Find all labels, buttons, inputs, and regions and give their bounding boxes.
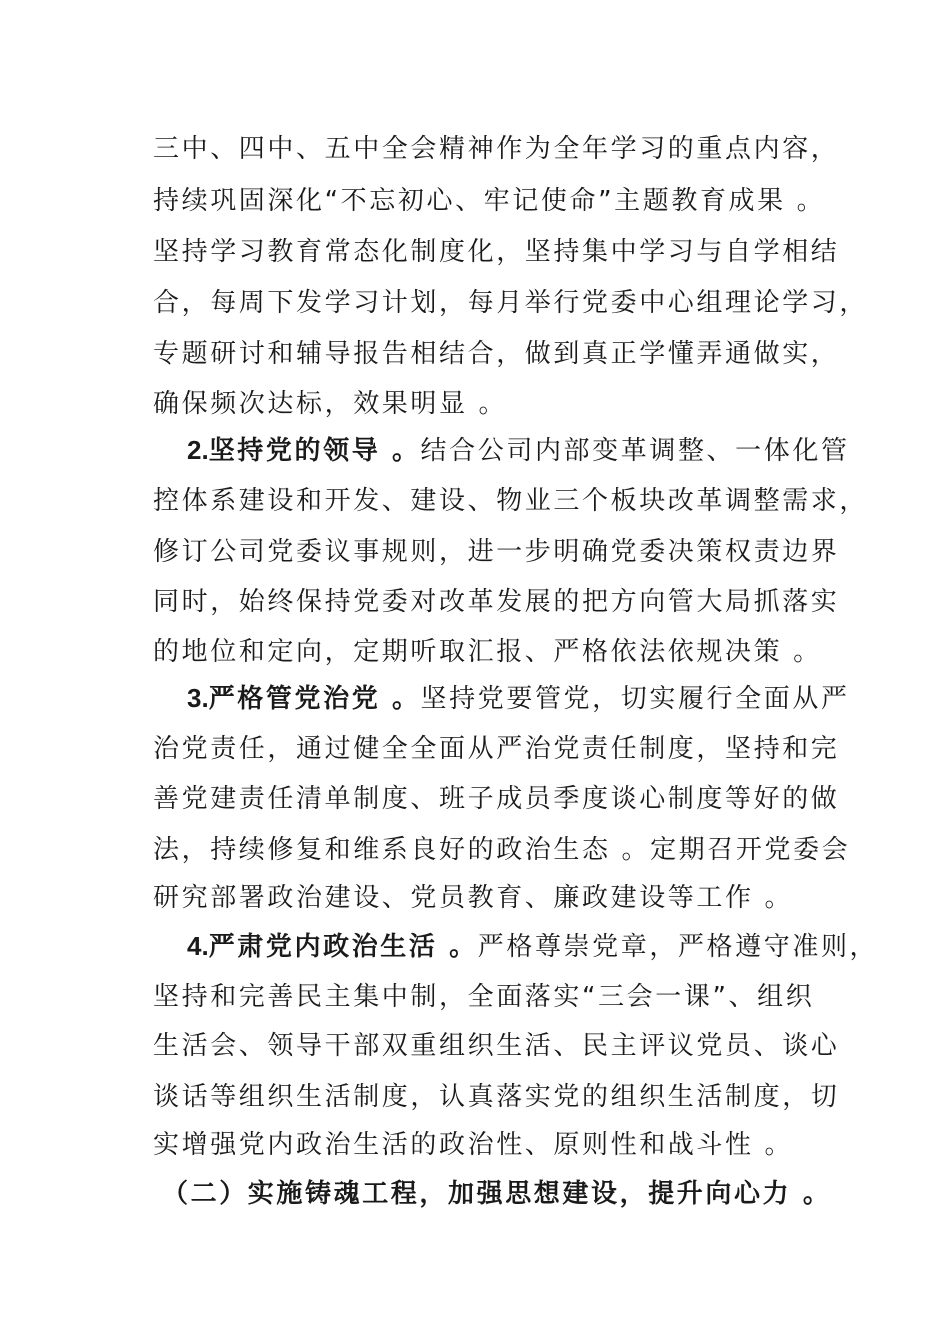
paragraph-4-first-line-text: 严格尊崇党章，严格遵守准则，: [477, 932, 879, 962]
paragraph-4-heading-number: 4.: [187, 931, 209, 961]
section-heading: （二）实施铸魂工程，加强思想建设，提升向心力 。: [162, 1179, 832, 1209]
paragraph-1-line-3: 坚持学习教育常态化制度化，坚持集中学习与自学相结: [153, 237, 840, 267]
paragraph-4-line-3: 生活会、领导干部双重组织生活、民主评议党员、谈心: [153, 1031, 840, 1061]
paragraph-1-line-5: 专题研讨和辅导报告相结合，做到真正学懂弄通做实，: [153, 339, 840, 369]
paragraph-3-first-line-text: 坚持党要管党，切实履行全面从严: [420, 684, 850, 714]
paragraph-3-heading: 严格管党治党 。: [208, 684, 421, 714]
paragraph-2-heading-number: 2.: [187, 435, 209, 465]
paragraph-4-line-4: 谈话等组织生活制度，认真落实党的组织生活制度，切: [153, 1082, 840, 1112]
paragraph-1-line-1: 三中、四中、五中全会精神作为全年学习的重点内容，: [153, 134, 840, 164]
paragraph-3-line-5: 研究部署政治建设、党员教育、廉政建设等工作 。: [153, 883, 794, 913]
paragraph-2-line-5: 的地位和定向，定期听取汇报、严格依法依规决策 。: [153, 637, 822, 667]
paragraph-2-line-2: 控体系建设和开发、建设、物业三个板块改革调整需求，: [153, 486, 869, 516]
paragraph-3-line-3: 善党建责任清单制度、班子成员季度谈心制度等好的做: [153, 784, 840, 814]
paragraph-1-line-6: 确保频次达标，效果明显 。: [153, 389, 508, 419]
paragraph-3-line-2: 治党责任，通过健全全面从严治党责任制度，坚持和完: [153, 734, 840, 764]
paragraph-2-line-3: 修订公司党委议事规则，进一步明确党委决策权责边界: [153, 537, 840, 567]
paragraph-3-line-4: 法，持续修复和维系良好的政治生态 。定期召开党委会: [153, 835, 851, 865]
paragraph-2-line-4: 同时，始终保持党委对改革发展的把方向管大局抓落实: [153, 587, 840, 617]
paragraph-3-heading-number: 3.: [187, 683, 209, 713]
paragraph-4-heading: 严肃党内政治生活 。: [208, 932, 478, 962]
paragraph-1-line-2: 持续巩固深化“不忘初心、牢记使命”主题教育成果 。: [153, 186, 826, 216]
paragraph-4-line-2: 坚持和完善民主集中制，全面落实“三会一课”、组织: [153, 982, 815, 1012]
paragraph-1-line-4: 合，每周下发学习计划，每月举行党委中心组理论学习，: [153, 288, 869, 318]
paragraph-3-line-1: [187, 676, 850, 720]
paragraph-2-first-line-text: 结合公司内部变革调整、一体化管: [420, 436, 850, 466]
paragraph-2-line-1: [187, 428, 850, 472]
paragraph-4-line-5: 实增强党内政治生活的政治性、原则性和战斗性 。: [153, 1130, 794, 1160]
paragraph-2-heading: 坚持党的领导 。: [208, 436, 421, 466]
paragraph-4-line-1: [187, 924, 878, 968]
